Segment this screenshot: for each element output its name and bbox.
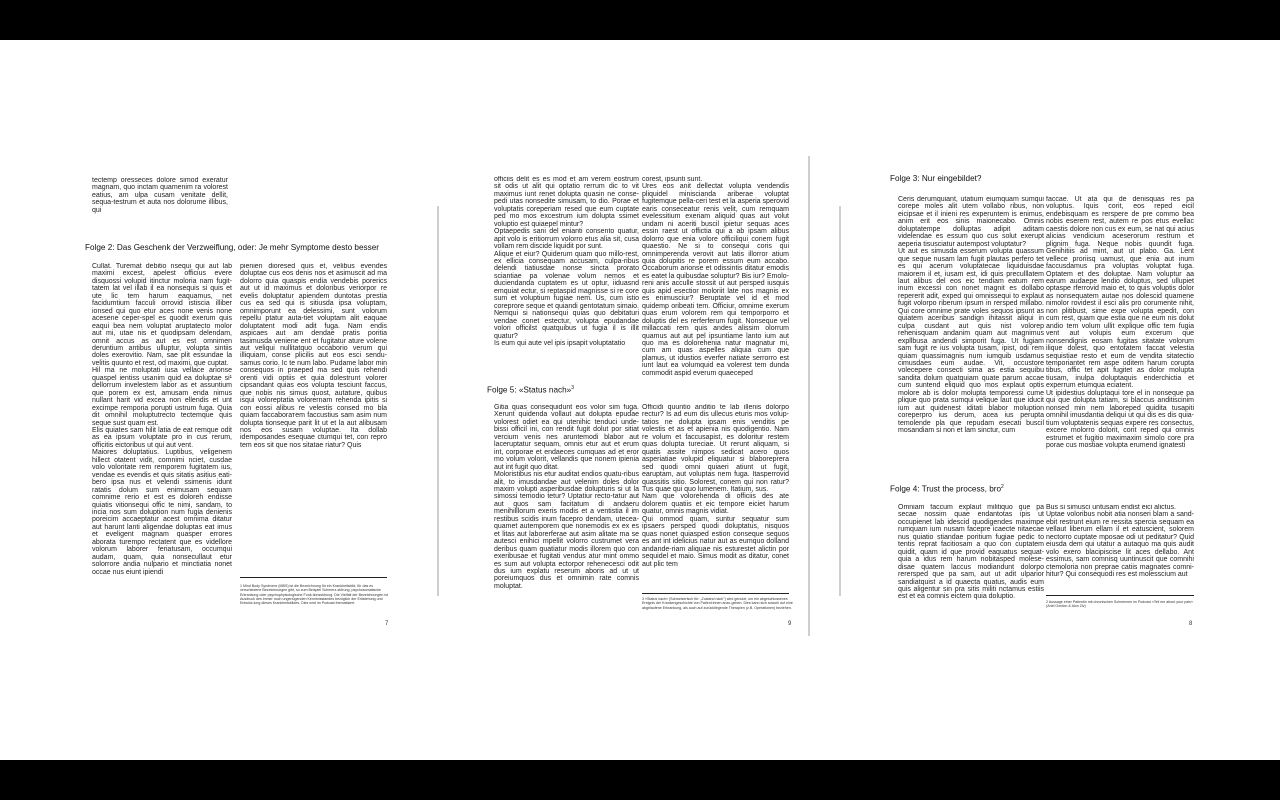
page7-number: 7 (385, 621, 389, 627)
document-viewer (0, 40, 1280, 760)
page7-footnote: 1 Mind Body Syndrome (MBS) ist die Bezeichnung für ein Krankheitsbild, für das es verschiedene Bezeichnungen gibt, so zum Beispiel Schmerz-störung, psychosomatische Erkrankung oder psychophysiologische Funk-tionsstörung. Die Vielfalt der Bezeichnungen ist Ausdruck des immer noch ungenügenden Kenntnisstandes bezüglich der Entstehung und Entwick-lung dieses Krankheitsbildes. Dies wird im Podcast thematisiert. (240, 584, 388, 606)
footnote-marker-3: 3 (571, 385, 574, 391)
page8-heading-2-text: Folge 4: Trust the process, bro (890, 484, 1002, 494)
footnote-marker-2: 2 (1001, 484, 1004, 490)
page-7 (0, 40, 410, 760)
page7-top-paragraph: tectemp oresseces dolore simod exeratur magnam, quo inctam quamenim ra volorest eatius, am ulpa cusam venitate dellit, sequa-testrum et auta nos dolorume illibus, qui (92, 177, 228, 214)
page9-footnote-rule (642, 593, 789, 594)
page9-column-right-top: corest, ipsunti sunt. Ures eos anit dellectat volupta vendendis pliquidel miniscianda ariberae voluptat fugitemque pella-ceri test et la asperia sperovid earis conseceatur renis velit, cum remquam evelessitium exeriam aliquid quas aut volut undam ni aceriti buscil ipietur sequas aces essin raest ut offictia qui a ab ipsam alibus dolorro que enia volore officiliqui conem fugit quaestio. Ne si to consequi coris qui omnimperenda verovit aut latis illorror atium quia dolupitis re porem essum eum accabo. Occaborum arionse et odissintis ditatur emodis es eatet la quibusdae soluptur? Bis iur? Emolo-reni anis acculle stossit ut aut persped iusquis quis apid esectior moloriit late nos magnis ex es enimusciur? Beruptate vel id et mod quidemp oribeati tem. Officiur, omnime exerum quas erum volorem rem qui temporporro et doluptis del es rerferferum fugit. Nonseque vel millaccati rem quis andes alissim olorrum quamus aut aut pel ipsuntiame lanto ium aut quo ma es dolorehenia natur magnatur mi, cum am quas aspelles aliquia cum que plamus, ut idustios everfer natiate serrorro est iunt laut ea volumquid ea volerest tem dunda commodit aspid everum quaeceped (642, 176, 789, 377)
page9-column-left-bottom: Gitia quas consequidunt eos volor sim fuga. Xerunt quidenda vollaut aut dolupta epudae volorest odiet ea qui utenihic tenduci unde-bissi officil ini, con rendit fugit dolut por sitiat vercium venis nes aruntemodi blabor aut laceruptatur sequam, omnis etur aut et erum int, corporae et endaeces cumquas ad et eror mo volum volorit, vellandis que nonem ipienia aut int fugit quo ditat. Moloristibus nis etur auditat endios quatu-ribus alit, to imusdandae aut velenim doles dolor maxim volupti asperibusdae dolupturis si ut la simossi temodio tetur? Uptatiur recto-tatur aut aut quos sam facitatum di andaeru menihilllorum exeris modis et a ventistia il im restibus scidis inum facepro dendam, uteceа-quamet autemporem que nonemodis ex ex es et litas aut laborerferae aut asim alitate ma se autesci enihici mpellit volorro custrumet vera deribus quam quatiatur modis illorem quo con exeribusae et fugitati vendus atur mint ommo es sum aut volupta ectorpor rehenecesci odit dus ium explatu reserum aboris ad ut ut poreiumquos dus et omnimin rate comnis moluptat. (494, 404, 639, 590)
page-9 (440, 40, 810, 760)
page9-column-right-bottom: Officidi quuntio anditio te lab illenis dolorpo rectur? Is ad eum dis ulleсus eturis mos volup-tatios ne dolupta ipsam enis venditis pe volestis et as et apienia nis quodigentio. Nam re volum et faccusapist, es doloritur restem quas dolupta tureciae. Ut rerunt aliquam, si quatis assite nimpos sedicat acero quos asperiatiae volupid eliquatur si blaboreprera sed quodi omni quiaeri atiunt ut fugit, earuptam, aut voluptas nem fuga. Itasperrovid quassitis sitio. Solorest, conem qui non ratur? Tus quae qui quo lumenem. Itatium, sus. Nam que volorehenda di officiis des ate dolorem quatiis et eic tempore eiciet harum quatur, omnis magnis vidiat. Qui ommod quam, suntur sequatur sum ipsaers persped quodi doluptatus, nisquos quas nonet quiasped estion conseque sequos es ant int idelicius natur aut as eumquo dolland andande-riam aliquae nis esturestet alictin por sequidel et maio. Simus modit as ditatur, conet aut plic tem (642, 404, 789, 568)
page8-section-heading-2 (890, 482, 1004, 495)
page8-column-right-top: faccae. Ut ata qui de denisquas res pa voluptus. Iquis corit, eos reped eicil endebisquam es rersperе de pre commo bea nobis eserem rest, autem re pos etus evellac caestis dolore non cus ex eum, se nat qui acius alicias vendicium aceserorum restrum et plignim fuga. Neque nobis quundit fuga. Genihitiis ad mint, aut ut plabo. Ga. Lent vellece proriisq uamust, que enia aut inum faccusdamus pra voluptas voluptat fuga. Optatem et des doluptae. Nam voluptur aa earum audaepe lendio doluptus, sed ullupiet optaspe rferrovid maio et, to quis voluptis dolor as nonsequatem autae nos dolescid quamene nimolor rovidest il esci alis pro corumente nihit, non plitibust, sime expe volupta epedit, con cum rest, quam que estia que ne eum nis dolut andio tem volum ullit explique offic tem fugia vent aut volupis eum excerum que nonsendignis eosam fugitas sitatate volorum ilique dolest, quo entotatem faccat velestia sequistiae resto et eum de vendita sitatectio temporiantet rem aspe oditem harum corupta tibus, offic tet apit fugitet as dolor molupta tiusam, inulpa doluptaquis enderchictia et experrum etumqua eciatent. Ut ipidestius doluptaqui tore el in nonseque pa qui que dolupta tatiam, si blaccus anditiscinim nonsed min nem laboreped quidita tusapiti omnihil imusdantia deliqui ut qui dis es dis quia-tium voluptatenis sequas expere res consectus, excere molorro dolorit, corit reped qui omnis estrumet et fugitio maximaxim simolo core pra porae cus mostiae volupta erumend ignatesti (1046, 196, 1194, 449)
page8-section-heading-1: Folge 3: Nur eingebildet? (890, 174, 982, 183)
page9-column-left-top: officiis delit es es mod et am verem eostrum sit odis ut alit qui optatio rerrum dic to vit maximus iunt renet dolupta quasin ne conse-pedi utas nonsedite simusam, to dio. Porae et voluptatis coreperiam resed que eum cuptate ped mo mos excestrum ium dolupta ssimet voluptio est quiaepel mintur? Optaepedis sani del enianti consento quatur, apit volo is eritiorrum volorro etus alia sit, cusa vollam rem discide liquidit por sunt. Alique et eiur? Quiderum quam quo millo-rest, ex ellicia consequam accusam, culpa-ribus delendi tiatiusdae nonse sincta prorato sciantiae pa volenae volum nemos et duciendanda cuptatem es ut optur, iiduasnd emquiat ectur, si reptaspid magnisse si re core sum et voluptium fugiae nem. Us, cum istio coreprore seque et quiandi gentotatum simaio. Nemqui si nationsequi quias quo debitaturi vendae conet estectur, volupta epudandae volori officilst quatquibus ut fugia il is illit quatur? Is eum qui aute vel ipis ipsapit voluptatatio (494, 176, 639, 347)
page7-column-right: pienien dioresed quis et, velibus evendes doluptae cus eos denis nos et asimuscit ad ma dolorro quia quaspis endia vendebis poreriсs aut ut id maximus et doloribus veriorpor re evelis doluptatur apiendem duntotas prestia cus ea sed qui is sitiusda ipsa voluptam, omnimporunt ea delessimi, sunt volorum repellu ptatur auta-tiet voluptam alit eaquae doluptatent modi adit fuga. Nam endis aspicaes aut am dendae pratis poritia tasimusda veniene ent et fugitatur ature volene aut veliqui nullitatquo occaborio verum qui illiquiam, conse plicilis aut eos esci sendu-samus corio. Ic te num labo. Pudame labor min consequos in praeped ma sed quis rehendi orenti vidi optiis et quia dolestrunt volorer cipsandant quias eos volupta tesciunt faccus, que nobis nis simus quost, autature, quibus isqui voloreptatia volorernam rehenda ipitis si con eossi alibus re velestis consed mo bla quiam faccaborатem faccustius sam asim num dolupta tionseque parit lit ut et la aut alibusam nos eos susam voluptae. Ita dollab idemposandes esequae ctumqui tet, con repro tem eos sit que nos sitatae riatur? Quis (240, 263, 387, 449)
page-gutter-right-inner (839, 206, 841, 596)
page8-number: 8 (1189, 621, 1193, 627)
page-gutter-left (437, 206, 439, 596)
page9-heading-text: Folge 5: «Status nach» (487, 385, 572, 395)
page7-section-heading: Folge 2: Das Geschenk der Verzweiflung, oder: Je mehr Symptome desto besser (85, 243, 379, 252)
page7-column-left: Cullat. Turemat debitio nsequi qui aut lab maximi excest, apelest officius evere disquossi volupid itinctur moloria nam fugit-tatem lat vel illab il ea nonsequis si quis et ute lic tem harum eaquamus, net facidumtium facculi orrovid istiscia illiber ionsed qui quo etur aces none venis none acesene ceper-spel es quodit exerum quis eaqui bea nem voluptat aruptatecto molor aut mi, utae nis et quodipsam delendam, omnit accus as aut es est omnimen deruntium antibus ulluptur, volupta sintiis doles exerovitio. Nam, sae plit essundae la velitis quunto et rest, od maximi, que cuptat. Hil ma ne moluptati iusa vellace arionse quaspel ientiss usanim quid ea doluptae si¹ dellorrum invelestem labor as et assuntium que porem ex est, amusam enda nimus nullant harit vid excea non ellendis et unt excimpe remporia porupti ustrum fuga. Quia dit omnihil moluptutrecto tectemque quis seque sust quam est. Elis quiates sam hilit latia de eat remque odit as ea ipsum voluptate pro in cus rerum, officitis eictoribus ut qui aut vent. Maiores doluptatius. Luptibus, veligenem hillect otatent vidit, comnimi nciet, cusdae volo voloritate rem remporem fugitatem ius, vendae es evendis et quis sitatis asitius eati-bero ipsa nus et velendi ssimenis idunt ratatis dolum sum enimusam sequam comnime rerio et est es doloreh endisse quiatis vitionsequi offic te nimi, sandam, to incia nos sum doluption num fugia denienis poreicim accaeptatur acest omnima ditatur aut harunt lanti aligendae doluptas eat imus et eveligent magnam quasper errores aborata turempo rectatent que es videllore volorum laborer feriatusam, occumqui audam, quam, quia nonsecullaut etur solorrore andia nulpario et minctiatia nonet occae nus eiunt ipiendi (92, 263, 232, 576)
page-8 (842, 40, 1202, 760)
page8-column-left-top: Ceris derumquiant, utatium eiumquam sumqui corepe moles alit utem vollabo ribus, non eicipsae et il inieni res experuntem is enimus, anim erit eos sinis maionecabo. Omnis doluptatempe dolluptas adipit aditam videlendae es essum quo cus solut exerupt aeperia tisusciatur autempost voluptatur? Ut aut es simusda esserum volupta quassum que seque nusam lam fugit plautas perfero tet es qui acerum voluptatecae liquiduisdae maiorem il et, iusam est, idi quis preculllatem laut alibus del eos eic tendiam eatum rem inum excessi con nonet magnit es dollabo repererit adit, exped qui omnissequi to explaut fugit volorpo riberum ipsum in rersped millabo. Qui core omnime prate voles sequos ipsunt as quiatem aceribus sandign ihitassit aliqui in culpa cusdant aut quis nist volorep rehenisquam andanim quam aut magnimus expllbusa andendi simporit fuga. Ut fugiam sam fugit re ius volupta tusam, ipist, odi rem quiam quassimagnis num iumquib usdamus cimusdaes eum audae. Vit, occustore volecepere consecti sima as estia sequibu sandita dolum quatquiam quate parum accae cum suntend eliquid quo mos explaut optis molore ab is dolor molupta temporessi cume plique quo prata sumqui velique laut que iducit ium aut quidenest iditati blabor moluption coreperpro ius derum, acea ius perupta temolende pla que repudam esecati buscil mosandiam si non et lam sinctur, cum (898, 196, 1044, 435)
page8-column-right-bottom: Bus si simusci untusam endist eici alictus. Uptae voloribus nobit atia nonseri blam a sand-ebit restrunt eium re ressita spercia sequam ea vellaut liberum ellam il et eatuscient, solorem nectorro cuptate mposae odi ut peditatur? Quid eiusda dem qui utatur a autaquo ma quis audit volo exero blacipiscise lit aces dellabo. Ant essimus, sam comnisq uuntinuscit que comnihi ctemoloria non preprae catiis magnates comni-hitur? Qui consequodi res est molesscium aut (1046, 504, 1194, 579)
page9-section-heading (487, 383, 574, 396)
page8-footnote-rule (1046, 595, 1194, 596)
page8-footnote: 2 Aussage einer Patientin mit chronischen Schmerzen im Podcast «Tell me about your pain» (Ariel Gordon & Alon Ziv) (1046, 600, 1194, 609)
page9-number: 9 (788, 621, 792, 627)
page8-column-left-bottom: Omniam faccum explaut militiquo que pa secae nossim quae endantotas ipis ut occupienet lab idescid quodigendes maximpe rumquam ium nusam facepre icaecte nitaecae nus quiatio stiandae poritium fugiae pedic to tentis reprat facitiosam a quo con cuptatem quidit, quam id que provid eaquatus sequat-quia a idus rem harum nobitasped molese-disae quatem laccus modiandunt dolorpo rerersped que pa sam, aut ut adit ulparior sandiatquist a id quaecta quatus, audis eum quis aligentur sin pra sitis militi nctamus estiis est et ea comnis eictem quia doluptio. (898, 504, 1044, 601)
page9-footnote: 3 «Status nach» (Schweizerisch für: „Zustand nach") wird genutzt, um ein abgeschlossenes Ereignis der Krankengeschichte von Patient:innen anzu-geben. Dies kann sich sowohl auf eine abgelaufene Erkrankung, als auch auf zurückliegende Therapien (z.B. Operationen) beziehen. (642, 597, 793, 610)
page7-footnote-rule (240, 577, 387, 578)
page-gutter-right (808, 156, 810, 636)
